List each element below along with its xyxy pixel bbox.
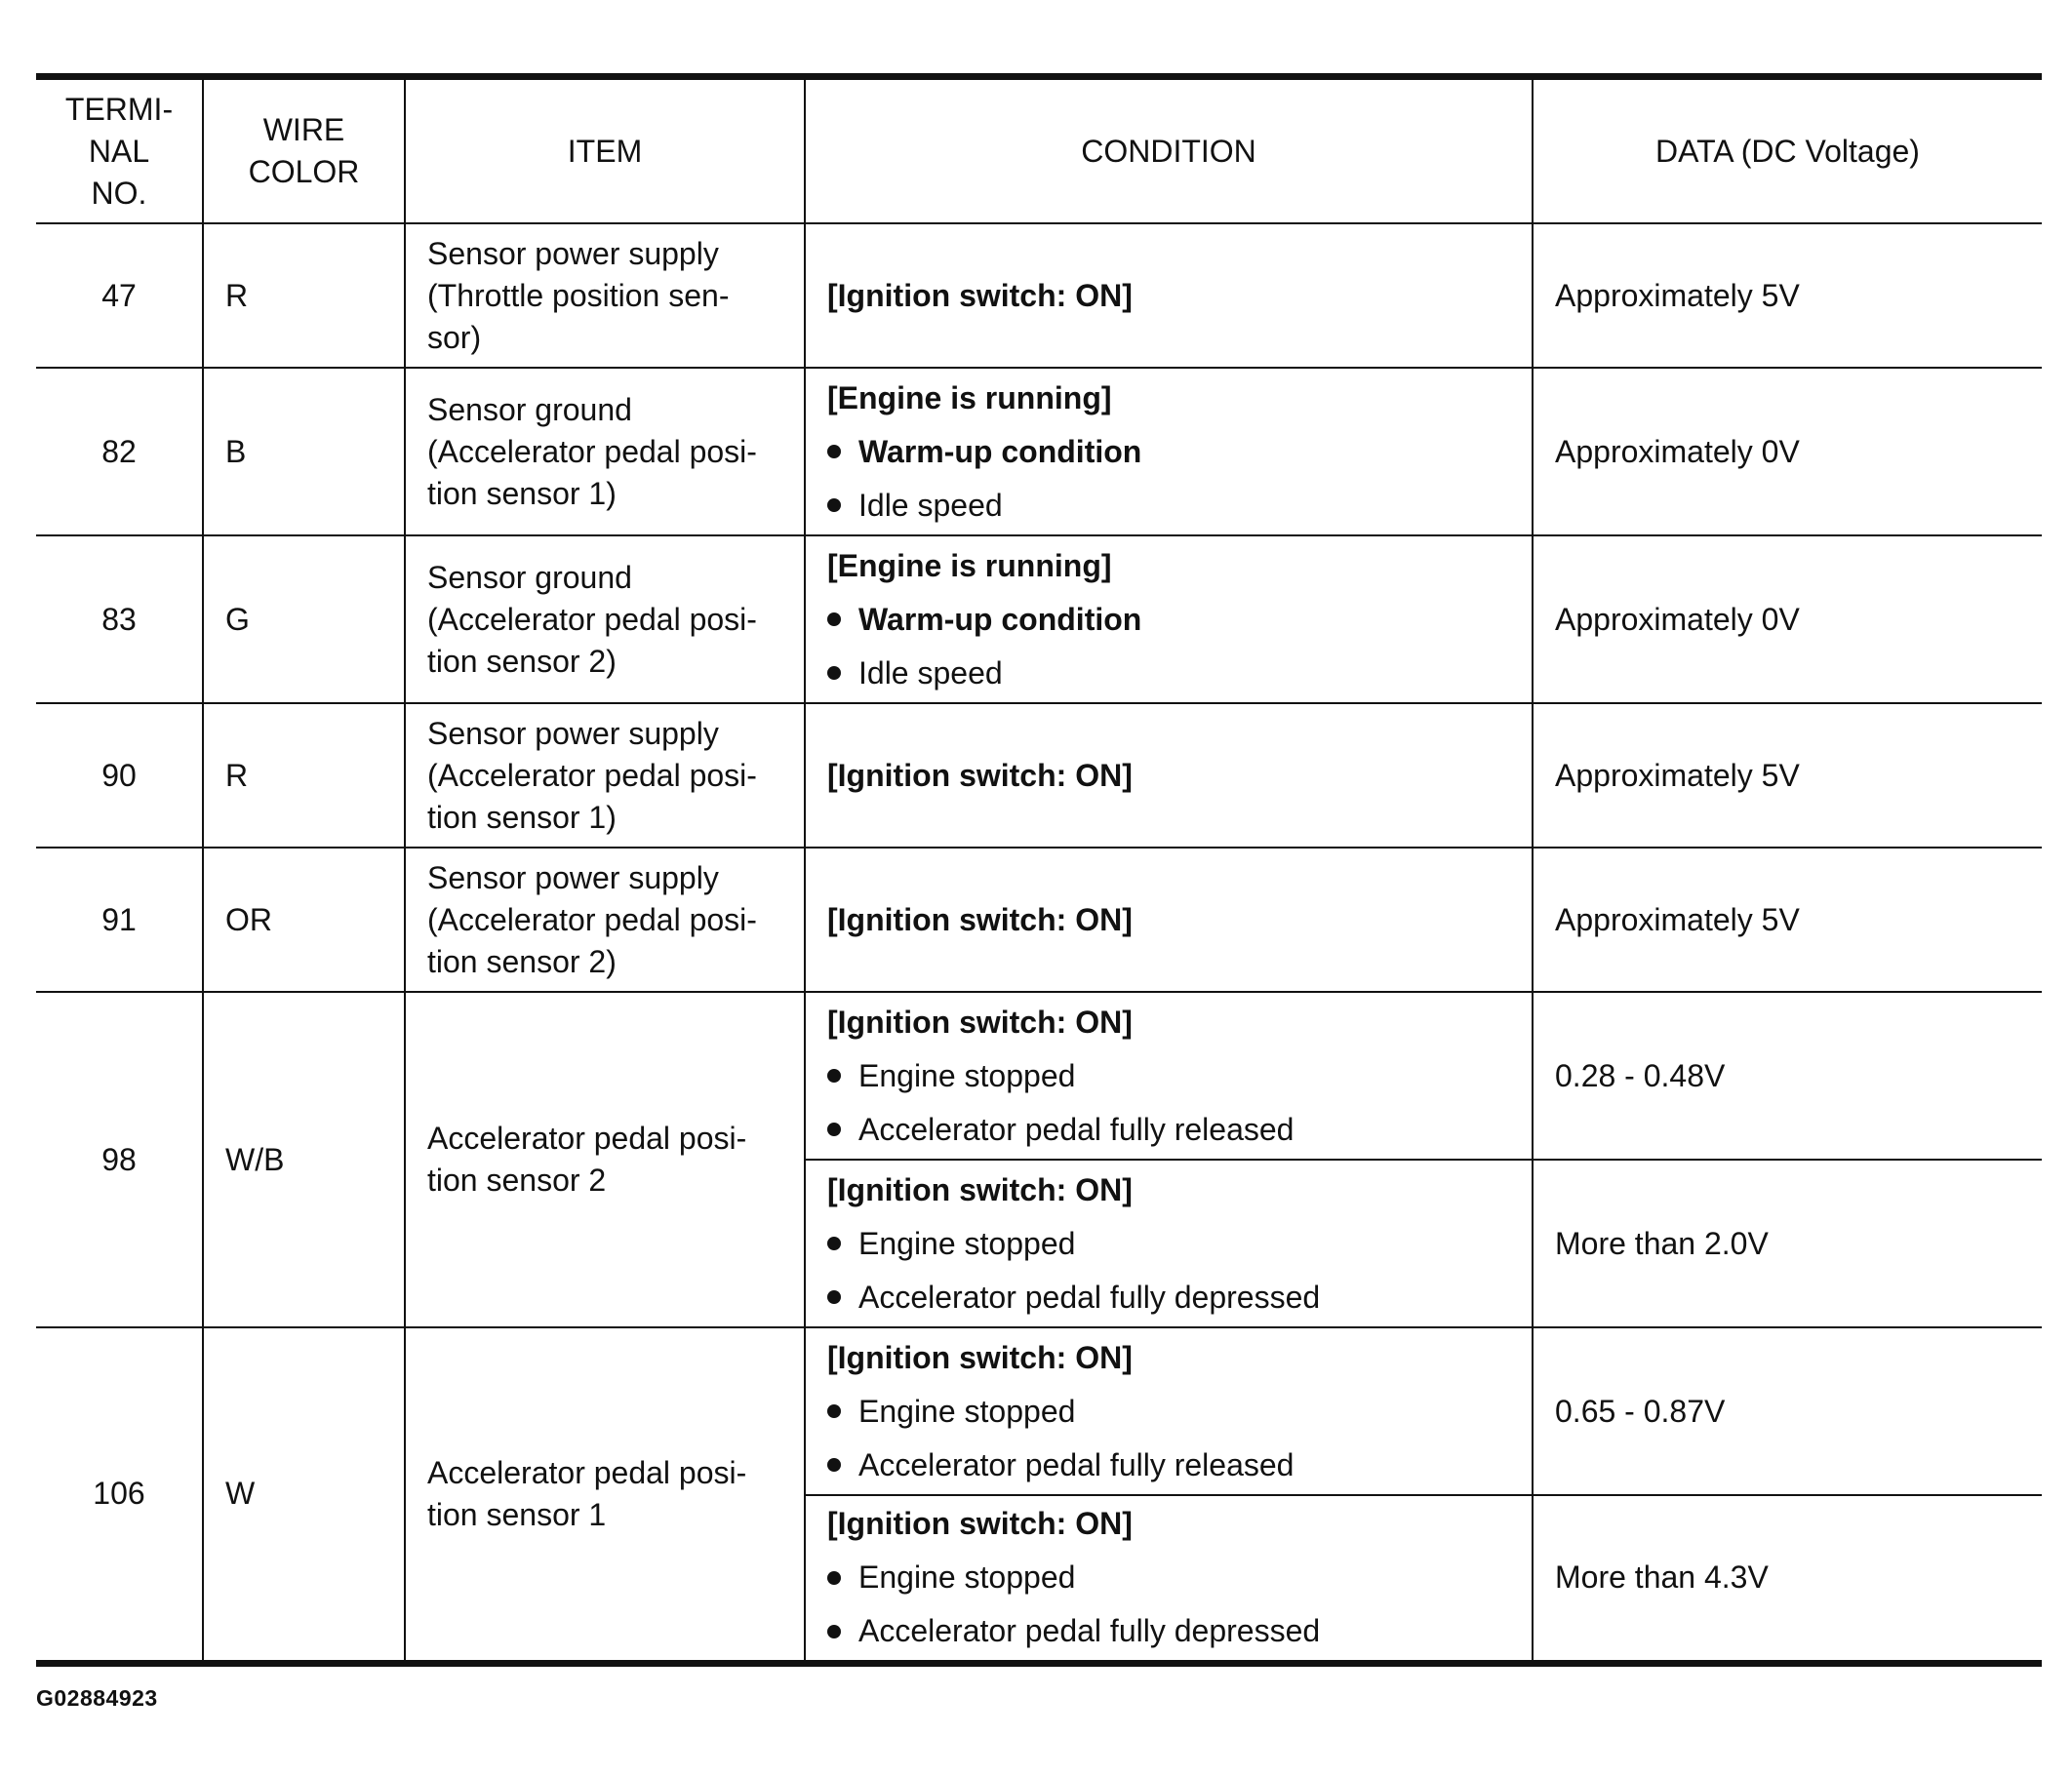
- terminal-no: 91: [36, 848, 203, 992]
- bullet-icon: [827, 666, 841, 680]
- condition-bullet: [827, 593, 1532, 647]
- data-value: More than 2.0V: [1533, 1160, 2042, 1327]
- condition-bullet: [827, 425, 1532, 479]
- condition-bullet: [827, 1271, 1532, 1324]
- table-row: [36, 368, 2042, 535]
- condition-header: [Ignition switch: ON]: [827, 901, 1133, 937]
- terminal-no: 90: [36, 703, 203, 848]
- condition-header: [Ignition switch: ON]: [827, 1171, 1133, 1207]
- bullet-icon: [827, 612, 841, 626]
- data-value: More than 4.3V: [1533, 1495, 2042, 1663]
- condition-header: [Ignition switch: ON]: [827, 1339, 1133, 1375]
- condition-bullet: [827, 1049, 1532, 1103]
- condition-bullet: [827, 1604, 1532, 1658]
- bullet-icon: [827, 1290, 841, 1304]
- condition-bullet: [827, 1385, 1532, 1439]
- item-text: Sensor power supply (Throttle position sen- sor): [405, 223, 805, 368]
- table-row: [36, 1327, 2042, 1495]
- bullet-icon: [827, 498, 841, 512]
- wire-color: B: [203, 368, 405, 535]
- condition-cell: [805, 1160, 1533, 1327]
- terminal-no: 82: [36, 368, 203, 535]
- item-text: Sensor power supply (Accelerator pedal posi- tion sensor 1): [405, 703, 805, 848]
- condition-bullet: [827, 479, 1532, 533]
- wire-color: W/B: [203, 992, 405, 1327]
- table-row: [36, 223, 2042, 368]
- bullet-icon: [827, 1404, 841, 1418]
- condition-bullet-text: Idle speed: [858, 487, 1003, 523]
- condition-header: [Ignition switch: ON]: [827, 1004, 1133, 1040]
- header-data: DATA (DC Voltage): [1533, 77, 2042, 224]
- condition-bullet-text: Accelerator pedal fully depressed: [858, 1279, 1321, 1315]
- wire-color: G: [203, 535, 405, 703]
- figure-code: G02884923: [36, 1685, 158, 1711]
- bullet-icon: [827, 1069, 841, 1083]
- condition-bullet: [827, 1103, 1532, 1157]
- table-row: [36, 848, 2042, 992]
- table-row: [36, 535, 2042, 703]
- condition-cell: [805, 223, 1533, 368]
- terminal-no: 98: [36, 992, 203, 1327]
- table-row: [36, 992, 2042, 1160]
- condition-cell: [805, 992, 1533, 1160]
- condition-bullet-text: Engine stopped: [858, 1559, 1076, 1596]
- bullet-icon: [827, 1123, 841, 1136]
- condition-bullet-text: Warm-up condition: [858, 601, 1142, 637]
- item-text: Sensor ground (Accelerator pedal posi- tion sensor 2): [405, 535, 805, 703]
- condition-bullet: [827, 1217, 1532, 1271]
- condition-bullet-text: Accelerator pedal fully depressed: [858, 1613, 1321, 1649]
- condition-cell: [805, 703, 1533, 848]
- data-value: 0.28 - 0.48V: [1533, 992, 2042, 1160]
- wire-color: W: [203, 1327, 405, 1663]
- data-value: Approximately 5V: [1533, 703, 2042, 848]
- data-value: Approximately 5V: [1533, 223, 2042, 368]
- bullet-icon: [827, 445, 841, 458]
- data-value: Approximately 5V: [1533, 848, 2042, 992]
- condition-header: [Ignition switch: ON]: [827, 1506, 1133, 1542]
- condition-cell: [805, 535, 1533, 703]
- condition-bullet-text: Accelerator pedal fully released: [858, 1111, 1295, 1147]
- header-wire-color: WIRE COLOR: [203, 77, 405, 224]
- wire-color: OR: [203, 848, 405, 992]
- terminal-data-table: [36, 73, 2042, 1667]
- header-row: [36, 77, 2042, 224]
- wire-color: R: [203, 223, 405, 368]
- wire-color: R: [203, 703, 405, 848]
- table-row: [36, 703, 2042, 848]
- condition-bullet-text: Accelerator pedal fully released: [858, 1446, 1295, 1482]
- condition-bullet-text: Engine stopped: [858, 1057, 1076, 1093]
- data-value: Approximately 0V: [1533, 535, 2042, 703]
- condition-header: [Ignition switch: ON]: [827, 277, 1133, 313]
- condition-cell: [805, 1327, 1533, 1495]
- item-text: Sensor ground (Accelerator pedal posi- tion sensor 1): [405, 368, 805, 535]
- condition-header: [Ignition switch: ON]: [827, 757, 1133, 793]
- data-value: Approximately 0V: [1533, 368, 2042, 535]
- condition-bullet: [827, 1439, 1532, 1492]
- header-item: ITEM: [405, 77, 805, 224]
- condition-bullet: [827, 1551, 1532, 1604]
- condition-bullet: [827, 647, 1532, 700]
- item-text: Accelerator pedal posi- tion sensor 1: [405, 1327, 805, 1663]
- bullet-icon: [827, 1237, 841, 1250]
- bullet-icon: [827, 1458, 841, 1472]
- condition-cell: [805, 848, 1533, 992]
- terminal-no: 83: [36, 535, 203, 703]
- condition-header: [Engine is running]: [827, 379, 1112, 415]
- header-condition: CONDITION: [805, 77, 1533, 224]
- bullet-icon: [827, 1571, 841, 1585]
- terminal-no: 106: [36, 1327, 203, 1663]
- condition-bullet-text: Engine stopped: [858, 1225, 1076, 1261]
- condition-bullet-text: Warm-up condition: [858, 433, 1142, 469]
- condition-bullet-text: Engine stopped: [858, 1393, 1076, 1429]
- condition-cell: [805, 368, 1533, 535]
- condition-cell: [805, 1495, 1533, 1663]
- terminal-no: 47: [36, 223, 203, 368]
- condition-bullet-text: Idle speed: [858, 654, 1003, 691]
- bullet-icon: [827, 1625, 841, 1638]
- header-terminal-no: TERMI- NAL NO.: [36, 77, 203, 224]
- condition-header: [Engine is running]: [827, 547, 1112, 583]
- item-text: Accelerator pedal posi- tion sensor 2: [405, 992, 805, 1327]
- data-value: 0.65 - 0.87V: [1533, 1327, 2042, 1495]
- item-text: Sensor power supply (Accelerator pedal posi- tion sensor 2): [405, 848, 805, 992]
